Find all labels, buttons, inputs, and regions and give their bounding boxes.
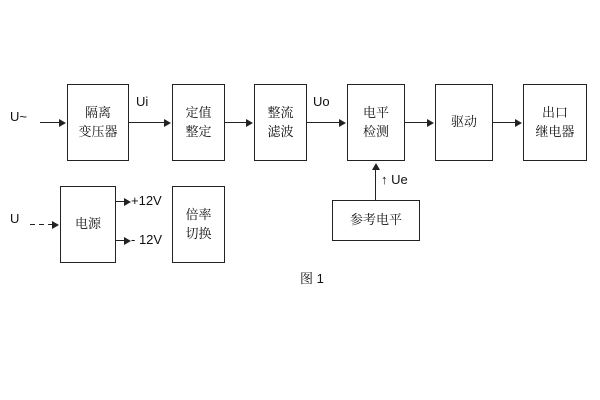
arrow-ui: [164, 119, 171, 127]
block-drive: [435, 84, 493, 161]
connector-input-ac: [40, 122, 60, 123]
block-level-detection-line-2: 检测: [362, 123, 389, 139]
connector-setting-to-rectify: [225, 122, 247, 123]
connector-ui: [129, 122, 165, 123]
block-isolation-transformer: [67, 84, 129, 161]
connector-drive-to-relay: [493, 122, 516, 123]
arrow-input-ac: [59, 119, 66, 127]
signal-ue-label: ↑ Ue: [381, 172, 408, 187]
block-power-supply-line-1: 电源: [74, 216, 101, 232]
block-rectify-filter-line-2: 滤波: [267, 123, 294, 139]
arrow-detection-to-drive: [427, 119, 434, 127]
block-reference-level-line-1: 参考电平: [349, 212, 402, 228]
block-fixed-value-setting-line-2: 整定: [185, 123, 212, 139]
block-power-supply: [60, 186, 116, 263]
block-fixed-value-setting-line-1: 定值: [185, 104, 212, 120]
arrow-plus12: [124, 198, 131, 206]
arrow-minus12: [124, 237, 131, 245]
signal-plus12-label: +12V: [131, 193, 162, 208]
block-multiplier-switch-line-2: 切换: [185, 225, 212, 241]
signal-ui-label: Ui: [136, 94, 149, 109]
input-ac-label: U~: [10, 109, 27, 124]
input-dc-label: U: [10, 211, 20, 226]
block-multiplier-switch-line-1: 倍率: [185, 206, 212, 222]
signal-minus12-label: - 12V: [131, 232, 163, 247]
arrow-setting-to-rectify: [246, 119, 253, 127]
connector-detection-to-drive: [405, 122, 428, 123]
arrow-ue: [372, 163, 380, 170]
block-output-relay-line-1: 出口: [541, 104, 568, 120]
block-level-detection: [347, 84, 405, 161]
connector-input-dc: [30, 224, 53, 225]
block-output-relay: [523, 84, 587, 161]
block-fixed-value-setting: [172, 84, 225, 161]
block-rectify-filter-line-1: 整流: [267, 104, 294, 120]
block-rectify-filter: [254, 84, 307, 161]
block-level-detection-line-1: 电平: [362, 104, 389, 120]
connector-uo: [307, 122, 340, 123]
block-drive-line-1: 驱动: [450, 114, 477, 130]
block-isolation-transformer-line-2: 变压器: [78, 123, 118, 139]
figure-caption: 图 1: [300, 271, 324, 286]
connector-ue: [375, 169, 376, 200]
block-reference-level: [332, 200, 420, 241]
signal-uo-label: Uo: [313, 94, 330, 109]
arrow-drive-to-relay: [515, 119, 522, 127]
block-output-relay-line-2: 继电器: [535, 123, 575, 139]
arrow-input-dc: [52, 221, 59, 229]
block-multiplier-switch: [172, 186, 225, 263]
block-isolation-transformer-line-1: 隔离: [84, 104, 111, 120]
arrow-uo: [339, 119, 346, 127]
